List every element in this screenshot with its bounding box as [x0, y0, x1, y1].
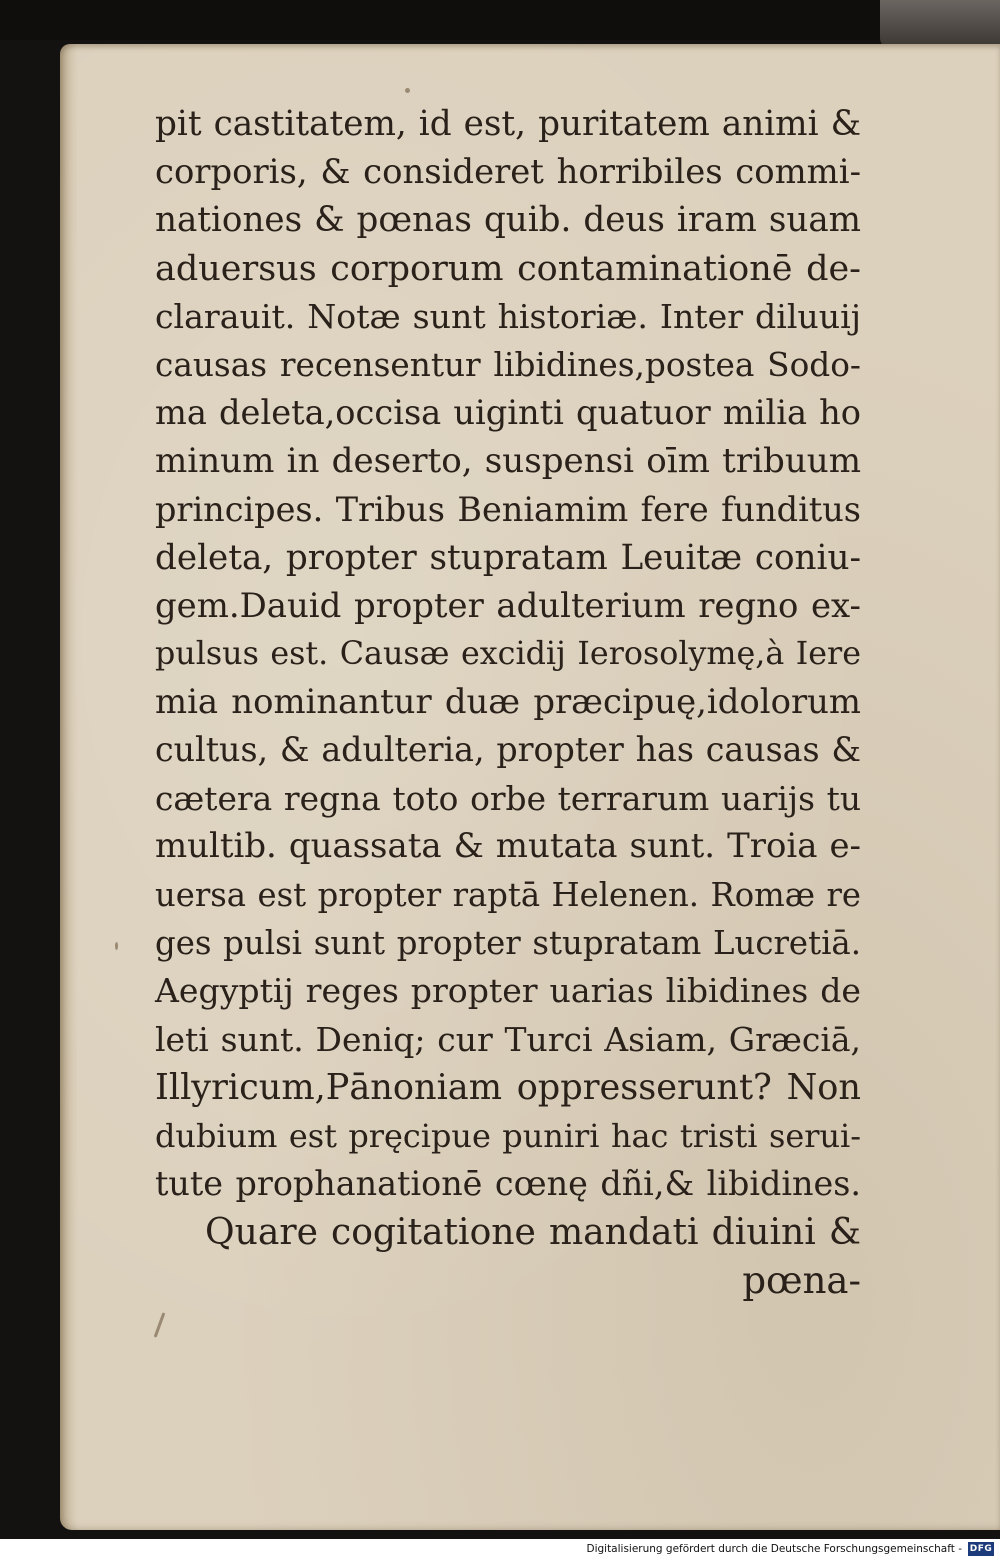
text-line: gem.Dauid propter adulterium regno ex-: [155, 585, 861, 625]
text-line: cætera regna toto orbe terrarum uarijs tu: [155, 779, 861, 818]
text-line: Aegyptij reges propter uarias libidines de: [155, 971, 861, 1011]
text-line: dubium est pręcipue puniri hac tristi serui-: [155, 1116, 861, 1155]
dfg-logo-icon: DFG: [969, 1544, 993, 1554]
text-line: clarauit. Notæ sunt historiæ. Inter diluuij: [155, 296, 861, 336]
text-line: ma deleta,occisa uiginti quatuor milia ho: [155, 393, 861, 433]
text-line: uersa est propter raptā Helenen. Romæ re: [155, 876, 861, 914]
footer-bar: [0, 1539, 1000, 1560]
text-line: deleta, propter stupratam Leuitæ coniu-: [155, 537, 861, 578]
funding-notice: Digitalisierung gefördert durch die Deutsche Forschungsgemeinschaft -: [586, 1543, 962, 1555]
text-line: pulsus est. Causæ excidij Ierosolymę,à Iere: [155, 636, 861, 673]
text-line: nationes & pœnas quib. deus iram suam: [155, 200, 861, 241]
text-line: ges pulsi sunt propter stupratam Lucretiā.: [155, 924, 861, 963]
text-line: leti sunt. Deniq; cur Turci Asiam, Græciā,: [155, 1019, 861, 1059]
text-line: Illyricum,Pānoniam oppresserunt? Non: [155, 1066, 861, 1108]
text-line: pit castitatem, id est, puritatem animi &: [155, 104, 861, 144]
book-edge: [880, 0, 1000, 48]
text-line: minum in deserto, suspensi oīm tribuum: [155, 441, 861, 482]
paper-speck: [115, 942, 118, 950]
text-line: corporis, & consideret horribiles commi-: [155, 152, 861, 192]
scan-background: [0, 0, 1000, 40]
text-line: cultus, & adulteria, propter has causas &: [155, 730, 861, 770]
text-line: multib. quassata & mutata sunt. Troia e-: [155, 826, 861, 866]
paragraph-start-line: Quare cogitatione mandati diuini &: [205, 1211, 861, 1254]
page-text: [155, 100, 861, 1305]
text-line: principes. Tribus Beniamim fere funditus: [155, 489, 861, 529]
text-line: aduersus corporum contaminationē de-: [155, 248, 861, 289]
paper-speck: [154, 1312, 166, 1337]
text-line: causas recensentur libidines,postea Sodo-: [155, 345, 861, 384]
text-line: tute prophanationē cœnę dñi,& libidines.: [155, 1164, 861, 1204]
paper-speck: [405, 88, 410, 93]
catchword: pœna-: [742, 1258, 861, 1302]
text-line: mia nominantur duæ præcipuę,idolorum: [155, 682, 861, 722]
